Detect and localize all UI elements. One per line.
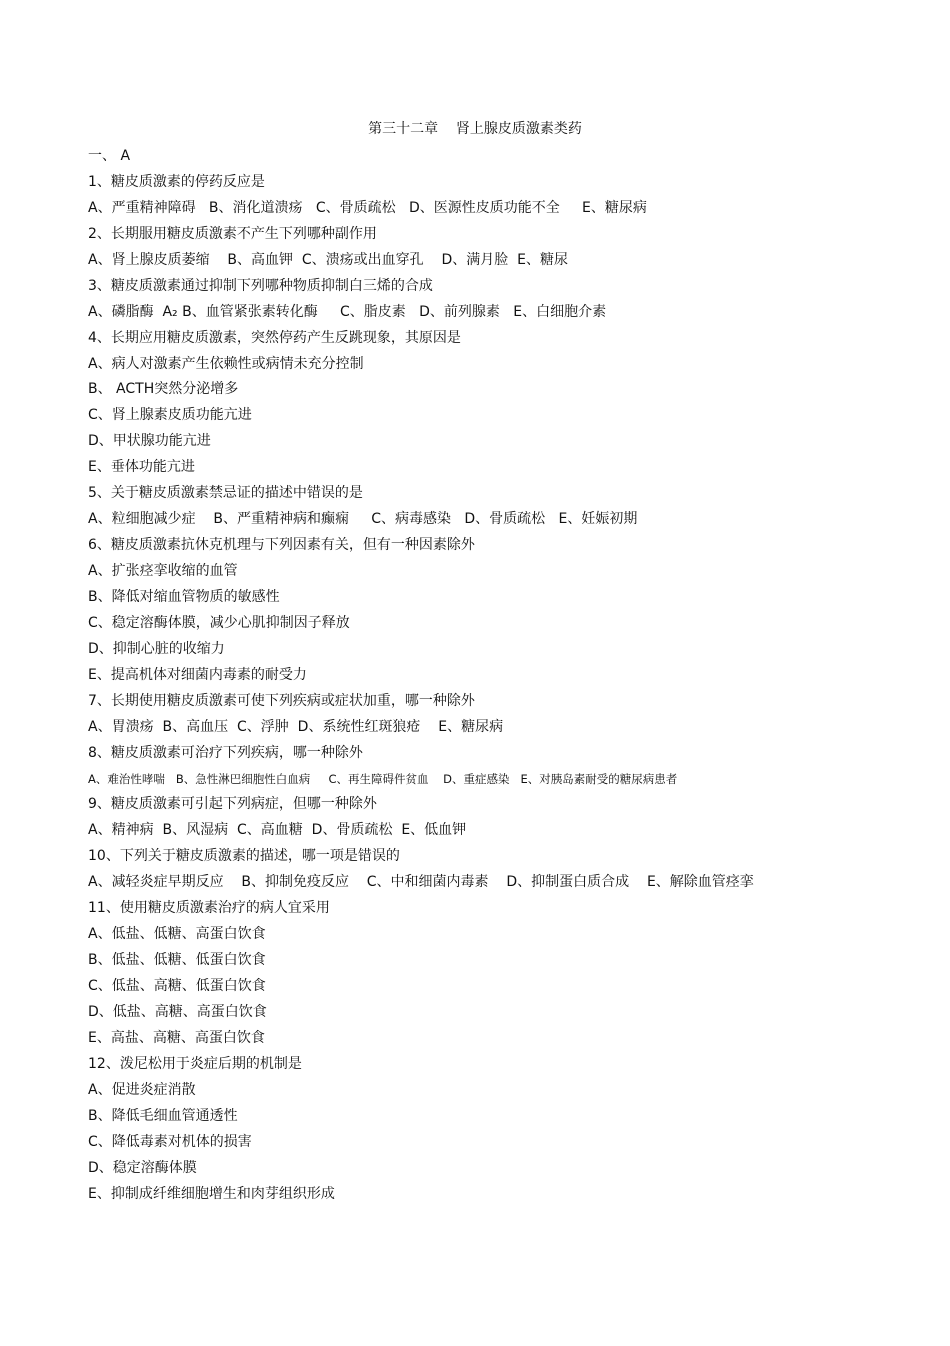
- text-line: A、严重精神障碍 B、消化道溃疡 C、骨质疏松 D、医源性皮质功能不全 E、糖尿病: [88, 199, 647, 216]
- text-line: 5、关于糖皮质激素禁忌证的描述中错误的是: [88, 485, 363, 502]
- text-line: D、低盐、高糖、高蛋白饮食: [88, 1003, 267, 1020]
- text-line: 2、长期服用糖皮质激素不产生下列哪种副作用: [88, 225, 377, 242]
- text-line: E、提高机体对细菌内毒素的耐受力: [88, 666, 307, 683]
- text-line: D、甲状腺功能亢进: [88, 433, 211, 450]
- text-line: E、垂体功能亢进: [88, 459, 195, 476]
- text-line: 12、泼尼松用于炎症后期的机制是: [88, 1055, 302, 1072]
- text-line: A、精神病 B、风湿病 C、高血糖 D、骨质疏松 E、低血钾: [88, 822, 467, 839]
- text-line: A、磷脂酶 A₂ B、血管紧张素转化酶 C、脂皮素 D、前列腺素 E、白细胞介素: [88, 303, 607, 320]
- text-line: B、降低对缩血管物质的敏感性: [88, 588, 280, 605]
- text-line: D、抑制心脏的收缩力: [88, 640, 225, 657]
- text-line: C、肾上腺素皮质功能亢进: [88, 407, 252, 424]
- text-line: D、稳定溶酶体膜: [88, 1159, 197, 1176]
- text-line: A、肾上腺皮质萎缩 B、高血钾 C、溃疡或出血穿孔 D、满月脸 E、糖尿: [88, 251, 568, 268]
- text-line: 4、长期应用糖皮质激素，突然停药产生反跳现象，其原因是: [88, 329, 461, 346]
- question-list: [88, 144, 908, 1207]
- chapter-title: 第三十二章 肾上腺皮质激素类药: [368, 121, 582, 137]
- text-line: A、胃溃疡 B、高血压 C、浮肿 D、系统性红斑狼疮 E、糖尿病: [88, 718, 504, 735]
- text-line: A、病人对激素产生依赖性或病情未充分控制: [88, 355, 364, 372]
- text-line: A、减轻炎症早期反应 B、抑制免疫反应 C、中和细菌内毒素 D、抑制蛋白质合成 E、解除血管痉挛: [88, 874, 754, 891]
- text-line: C、稳定溶酶体膜，减少心肌抑制因子释放: [88, 614, 350, 631]
- text-line: 一、 A: [88, 148, 131, 164]
- text-line: C、低盐、高糖、低蛋白饮食: [88, 978, 266, 994]
- text-line: A、难治性哮喘 B、急性淋巴细胞性白血病 C、再生障碍件贫血 D、重症感染 E、对胰岛素耐受的糖尿病患者: [88, 771, 678, 786]
- text-line: 9、糖皮质激素可引起下列病症，但哪一种除外: [88, 796, 377, 813]
- text-line: 7、长期使用糖皮质激素可使下列疾病或症状加重，哪一种除外: [88, 692, 475, 709]
- text-line: 6、糖皮质激素抗休克机理与下列因素有关，但有一种因素除外: [88, 537, 475, 554]
- text-line: 1、糖皮质激素的停药反应是: [88, 173, 265, 190]
- text-line: B、 ACTH突然分泌增多: [88, 381, 239, 398]
- text-line: B、降低毛细血管通透性: [88, 1107, 238, 1124]
- text-line: 3、糖皮质激素通过抑制下列哪种物质抑制白三烯的合成: [88, 277, 433, 294]
- text-line: A、低盐、低糖、高蛋白饮食: [88, 926, 266, 943]
- text-line: E、抑制成纤维细胞增生和肉芽组织形成: [88, 1185, 335, 1202]
- text-line: A、扩张痉挛收缩的血管: [88, 563, 238, 579]
- text-line: E、高盐、高糖、高蛋白饮食: [88, 1029, 265, 1046]
- text-line: 11、使用糖皮质激素治疗的病人宜采用: [88, 900, 330, 917]
- text-line: C、降低毒素对机体的损害: [88, 1133, 252, 1150]
- text-line: B、低盐、低糖、低蛋白饮食: [88, 952, 266, 969]
- text-line: 8、糖皮质激素可治疗下列疾病，哪一种除外: [88, 744, 363, 761]
- text-line: 10、下列关于糖皮质激素的描述，哪一项是错误的: [88, 848, 400, 865]
- text-line: A、促进炎症消散: [88, 1081, 196, 1098]
- text-line: A、粒细胞减少症 B、严重精神病和癫痫 C、病毒感染 D、骨质疏松 E、妊娠初期: [88, 511, 638, 528]
